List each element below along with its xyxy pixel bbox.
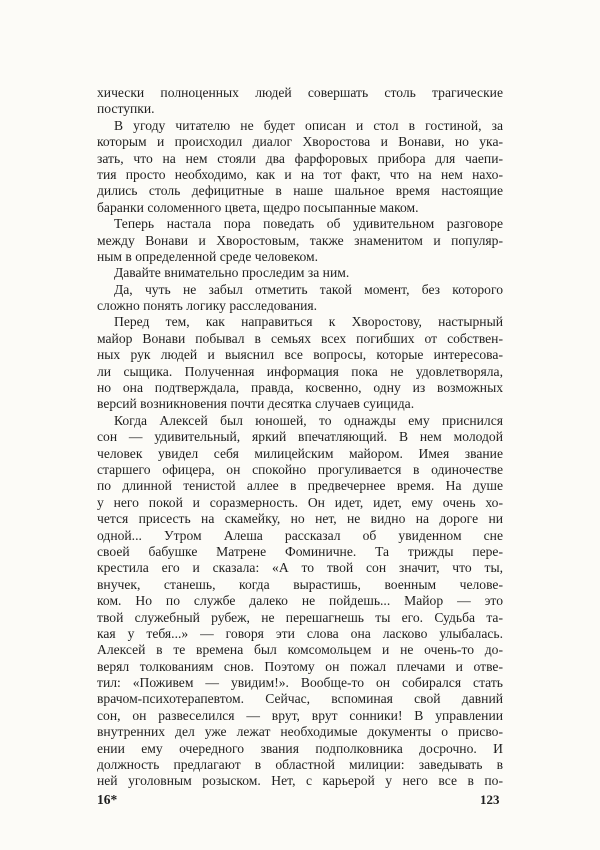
text-line: дились столь дефицитные в наше шальное время настоящие [97,183,503,199]
text-line: ком. Но по службе далеко не пойдешь... Майор — это [97,593,503,609]
text-line: врачом-психотерапевтом. Сейчас, вспоминая свой давний [97,691,503,707]
text-line: у него покой и соразмерность. Он идет, идет, ему очень хо- [97,494,503,510]
text-line: Теперь настала пора поведать об удивительном разговоре [114,216,503,232]
text-line: Давайте внимательно проследим за ним. [114,265,350,281]
text-line: баранки соломенного цвета, щедро посыпанные маком. [97,199,419,215]
text-line: своей бабушке Матрене Фоминичне. Та трижды пере- [97,543,503,559]
text-line: Да, чуть не забыл отметить такой момент, без которого [114,281,503,297]
text-line: тия просто необходимо, как и на тот факт, что на нем нахо- [97,166,503,182]
text-line: внучек, станешь, когда вырастишь, военным челове- [97,576,503,592]
text-line: по длинной тенистой аллее в предвечернее время. На душе [97,478,503,494]
text-line: Алексей в те времена был комсомольцем и не очень-то до- [97,642,503,658]
text-line: майор Вонави побывал в семьях всех погибших от собствен- [97,330,503,346]
text-line: кая у тебя...» — говоря эти слова она ласково улыбалась. [97,625,503,641]
text-line: ли сыщика. Полученная информация пока не удовлетворяла, [97,363,503,379]
text-line: твой служебный рубеж, не перешагнешь ты его. Судьба та- [97,609,503,625]
text-line: ней уголовным розыском. Нет, с карьерой у него все в по- [97,773,503,789]
text-line: В угоду читателю не будет описан и стол в гостиной, за [114,117,503,133]
text-line: Когда Алексей был юношей, то однажды ему приснился [114,412,503,428]
text-line: одной... Утром Алеша рассказал об увиденном сне [97,527,503,543]
text-line: внутренних дел уже лежат необходимые документы о присво- [97,724,503,740]
printer-signature-mark: 16* [97,792,118,807]
text-line: верял толкованиям снов. Поэтому он пожал плечами и отве- [97,658,503,674]
text-line: ным в определенной среде человеком. [97,248,319,264]
text-line: между Вонави и Хворостовым, также знаменитом и популяр- [97,232,503,248]
text-line: чется присесть на скамейку, но нет, не видно на дороге ни [97,511,503,527]
text-line: крестила его и сказала: «А то твой сон значит, что ты, [97,560,503,576]
text-line: хически полноценных людей совершать столь трагические [97,85,503,100]
text-line: версий возникновения почти десятка случаев суицида. [97,396,415,412]
text-line: ных рук людей и выяснил все вопросы, которые интересова- [97,347,503,363]
page-number: 123 [480,792,500,807]
text-line: но она подтверждала, правда, косвенно, одну из возможных [97,380,503,396]
text-line: человек увидел себя милицейским майором. Имея звание [97,445,503,461]
text-line: сон — удивительный, яркий впечатляющий. В нем молодой [97,429,503,445]
text-line: поступки. [97,101,155,117]
text-line: тил: «Поживем — увидим!». Вообще-то он собирался стать [97,675,503,691]
text-line: которым и происходил диалог Хворостова и Вонави, но ука- [97,134,503,150]
text-line: старшего офицера, он спокойно прогуливается в одиночестве [97,461,503,477]
text-line: ении ему очередного звания подполковника досрочно. И [97,740,503,756]
text-line: должность предлагают в областной милиции: заведывать в [97,757,503,773]
text-line: сложно понять логику расследования. [97,298,318,314]
text-line: сон, он развеселился — врут, врут сонники! В управлении [97,707,503,723]
text-line: зать, что на нем стояли два фарфоровых прибора для чаепи- [97,150,503,166]
text-line: Перед тем, как направиться к Хворостову, настырный [114,314,503,330]
body-text [97,85,503,790]
